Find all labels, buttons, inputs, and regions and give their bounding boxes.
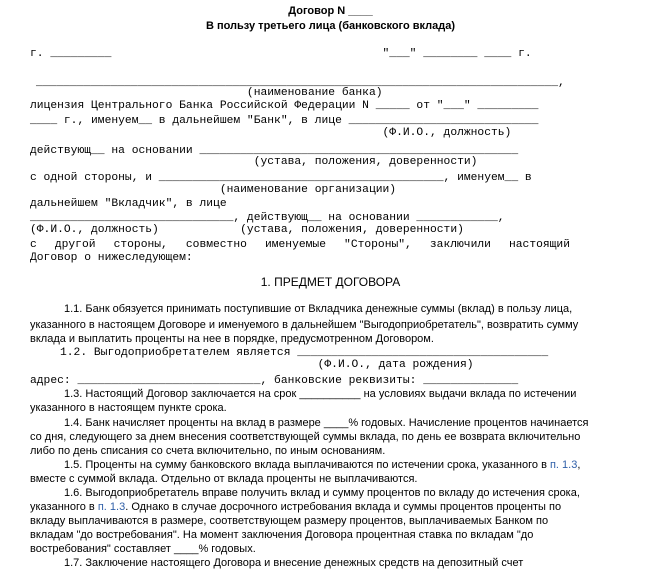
header-caption: (наименование организации) [30, 184, 397, 196]
header-line: ____ г., именуем__ в дальнейшем "Банк", в лице ____________________________ [30, 115, 539, 127]
clause-1-3-line: 1.3. Настоящий Договор заключается на срок __________ на условиях выдачи вклада по истечении [64, 388, 577, 400]
clause-1-4-line: со дня, следующего за днем внесения соответствующей суммы вклада, по день ее возврата включительно [30, 431, 581, 443]
header-line: с одной стороны, и __________________________________________, именуем__ в [30, 172, 532, 184]
clause-1-6-line [30, 500, 561, 514]
clause-1-7-line: 1.7. Заключение настоящего Договора и внесение денежных средств на депозитный счет [64, 557, 524, 569]
header-line: ______________________________, действующ__ на основании ____________, [30, 212, 505, 224]
clause-1-4-line: либо по день списания со счета включительно, по иным основаниям. [30, 445, 386, 457]
clause-1-1-line: 1.1. Банк обязуется принимать поступившие от Вкладчика денежные суммы (вклад) в пользу лица, [64, 303, 573, 315]
section-title: 1. ПРЕДМЕТ ДОГОВОРА [260, 275, 401, 289]
clause-text: . Однако в случае досрочного истребования вклада и суммы процентов проценты по [125, 501, 562, 513]
clause-text: , [577, 459, 581, 471]
clause-1-6-line: вкладу выплачиваются в размере, соответствующем размеру процентов, выплачиваемых Банком по [30, 515, 549, 527]
header-line: лицензия Центрального Банка Российской Федерации N _____ от "___" _________ [30, 100, 539, 112]
header-caption: (Ф.И.О., должность) [30, 127, 512, 139]
clause-1-6-line: востребования" составляет ____% годовых. [30, 543, 256, 555]
clause-text: 1.5. Проценты на сумму банковского вклада выплачиваются по истечении срока, указанного в [64, 459, 550, 471]
clause-1-5-line: вместе с суммой вклада. Отдельно от вклада проценты не выплачиваются. [30, 473, 418, 485]
clause-1-4-line: 1.4. Банк начисляет проценты на вклад в размере ____% годовых. Начисление процентов начинается [64, 417, 589, 429]
clause-1-1-line: указанного в настоящем Договоре и именуемого в дальнейшем "Выгодоприобретатель", возвратить сумму [30, 319, 579, 331]
clause-1-3-line: указанного в настоящем пункте срока. [30, 402, 227, 414]
clause-1-6-line: вкладам "до востребования". На момент заключения Договора процентная ставка по вкладам "до [30, 529, 534, 541]
clause-reference-link[interactable]: п. 1.3 [97, 501, 126, 513]
clause-1-2-caption: (Ф.И.О., дата рождения) [60, 359, 474, 371]
header-line: г. _________ "___" ________ ____ г. [30, 48, 532, 60]
header-caption: (устава, положения, доверенности) [30, 156, 478, 168]
clause-1-1-line: вклада и выплатить проценты на нее в порядке, предусмотренном Договором. [30, 333, 434, 345]
header-line: с другой стороны, совместно именуемые "Стороны", заключили настоящий [30, 239, 570, 251]
clause-1-5-line [64, 458, 580, 472]
contract-subtitle: В пользу третьего лица (банковского вклада) [205, 20, 456, 32]
header-line: действующ__ на основании _______________________________________________ [30, 145, 519, 157]
contract-title: Договор N ____ [288, 5, 373, 17]
header-caption: (наименование банка) [30, 87, 383, 99]
clause-reference-link[interactable]: п. 1.3 [549, 459, 578, 471]
clause-1-2-line: 1.2. Выгодоприобретателем является _____________________________________ [60, 347, 549, 359]
header-line: _____________________________________________________________________________, [36, 77, 565, 89]
clause-text: указанного в [30, 501, 98, 513]
header-line: Договор о нижеследующем: [30, 252, 193, 264]
header-caption: (Ф.И.О., должность) (устава, положения, доверенности) [30, 224, 464, 236]
clause-1-2-line: адрес: ___________________________, банковские реквизиты: ______________ [30, 375, 519, 387]
clause-1-6-line: 1.6. Выгодоприобретатель вправе получить вклад и сумму процентов по вкладу до истечения срока, [64, 487, 580, 499]
header-line: дальнейшем "Вкладчик", в лице [30, 198, 227, 210]
